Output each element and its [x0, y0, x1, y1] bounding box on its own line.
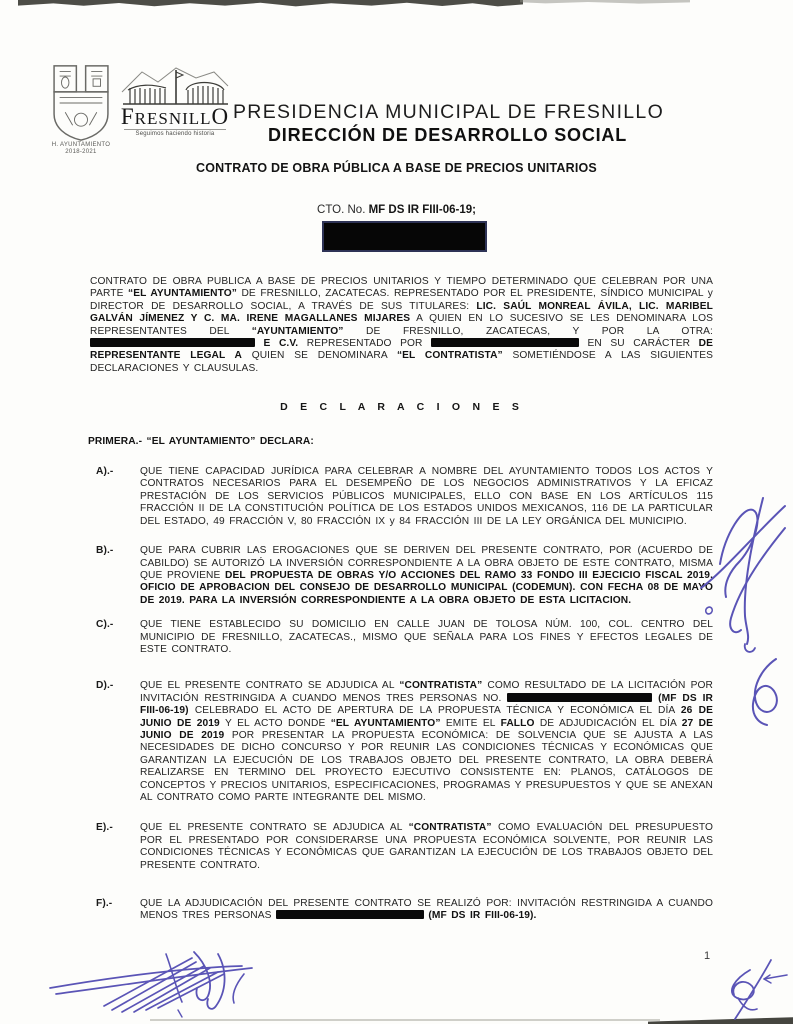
text-run: COMO EVALUACIÓN DEL PRESUPUESTO POR EL PRESENTADO POR CONSIDERARSE UNA PROPUESTA ECONÓMICA SOLVENTE, POR REUNIR LAS CONDICIONES TÉCNICAS Y ECONÓMICAS QUE GARANTIZAN LA EJECUCIÓN DE LOS TRABAJOS OBJETO DEL PRESENTE CONTRATO.	[140, 822, 714, 871]
header-title-presidencia: PRESIDENCIA MUNICIPAL DE FRESNILLO	[233, 101, 665, 123]
item-text	[140, 619, 713, 656]
text-run: QUE TIENE CAPACIDAD JURÍDICA PARA CELEBRAR A NOMBRE DEL AYUNTAMIENTO TODOS LOS ACTOS Y CONTRATOS NECESARIOS PARA EL DESEMPEÑO DE LOS NEGOCIOS ADMINISTRATIVOS Y LA EFICAZ PRESTACIÓN DE LOS SERVICIOS PÚBLICOS MUNICIPALES, ELLO CON BASE EN LOS ARTÍCULOS 115 FRACCIÓN II DE LA CONSTITUCIÓN POLÍTICA DE LOS ESTADOS UNIDOS MEXICANOS, 116 DE LA PARTICULAR DEL ESTADO, 49 FRACCIÓN V, 80 FRACCIÓN IX y 84 FRACCIÓN III DE LA LEY ORGÁNICA DEL MUNICIPIO.	[140, 466, 713, 527]
document-title: CONTRATO DE OBRA PÚBLICA A BASE DE PRECIOS UNITARIOS	[196, 161, 597, 175]
text-run: FALLO	[500, 717, 535, 729]
signature-bottom-right	[698, 952, 793, 1024]
text-run: DE FRESNILLO, ZACATECAS, Y POR LA OTRA:	[343, 325, 713, 337]
text-run: EN SU CARÁCTER	[578, 338, 699, 350]
seal-caption-line2: 2018-2021	[65, 149, 97, 155]
text-run: 27 DE JUNIO DE 2019	[140, 717, 714, 741]
text-run: COMO RESULTADO DE LA LICITACIÓN POR INVITACIÓN RESTRINGIDA A CUANDO MENOS TRES PERSONAS NO.	[140, 680, 713, 704]
text-run: QUE EL PRESENTE CONTRATO SE ADJUDICA AL	[140, 680, 400, 692]
item-label: D).-	[96, 680, 114, 692]
item-text	[140, 898, 713, 923]
item-text	[140, 545, 713, 607]
text-run: QUE TIENE ESTABLECIDO SU DOMICILIO EN CALLE JUAN DE TOLOSA NÚM. 100, COL. CENTRO DEL MUNICIPIO DE FRESNILLO, ZACATECAS., MISMO QUE SEÑALA PARA LOS FINES Y EFECTOS LEGALES DE ESTE CONTRATO.	[140, 619, 713, 655]
text-run: DE REPRESENTANTE LEGAL A	[90, 338, 713, 362]
redaction-bar	[276, 910, 424, 919]
declaration-item-c	[90, 619, 713, 656]
fresnillo-landmark-icon	[120, 66, 230, 108]
text-run: “AYUNTAMIENTO”	[251, 325, 344, 337]
text-run: SOMETIÉNDOSE A LAS SIGUIENTES DECLARACIONES Y CLAUSULAS.	[90, 350, 713, 374]
contract-number-line	[0, 204, 793, 216]
primera-declara-line: PRIMERA.- “EL AYUNTAMIENTO” DECLARA:	[88, 435, 314, 447]
scan-artifact-top	[18, 0, 523, 8]
text-run: CONTRATO DE OBRA PUBLICA A BASE DE PRECIOS UNITARIOS Y TIEMPO DETERMINADO QUE CELEBRAN POR UNA PARTE	[90, 276, 713, 300]
logo-tagline: Seguimos haciendo historia	[124, 129, 226, 137]
declaration-item-e	[90, 822, 713, 872]
text-run: “CONTRATISTA”	[399, 680, 483, 692]
text-run: (MF DS IR FIII-06-19).	[423, 910, 537, 922]
redaction-bar	[431, 338, 579, 347]
signature-right-margin-loop	[730, 655, 793, 727]
text-run: DE FRESNILLO, ZACATECAS. REPRESENTADO POR EL PRESIDENTE, SÍNDICO MUNICIPAL y DIRECTOR DE DESARROLLO SOCIAL, A TRAVÉS DE SUS TITULARES:	[90, 288, 714, 312]
redaction-box-contract-name	[322, 221, 487, 252]
item-text	[140, 466, 713, 528]
text-run: “EL CONTRATISTA”	[396, 350, 503, 362]
text-run: DE ADJUDICACIÓN EL DÍA	[534, 717, 682, 729]
declaration-item-d	[90, 680, 713, 804]
intro-paragraph	[90, 276, 713, 375]
text-run: “EL AYUNTAMIENTO”	[128, 288, 237, 300]
item-label: A).-	[96, 466, 114, 478]
scan-artifact-bottom-corner	[648, 1016, 793, 1024]
scan-artifact-bottom-line	[150, 1019, 660, 1021]
signature-bottom-left	[46, 944, 278, 1018]
fresnillo-logo	[116, 66, 234, 137]
declaration-item-a	[90, 466, 713, 528]
text-run: REPRESENTADO POR	[298, 338, 431, 350]
text-run: (MF DS IR FIII-06-19)	[140, 692, 713, 717]
item-label: C).-	[96, 619, 114, 631]
redaction-bar	[507, 693, 652, 702]
text-run: QUE EL PRESENTE CONTRATO SE ADJUDICA AL	[140, 822, 409, 834]
text-run: “CONTRATISTA”	[408, 822, 492, 834]
text-run: A QUIEN EN LO SUCESIVO SE LES DENOMINARA LOS REPRESENTANTES DEL	[90, 313, 713, 337]
item-label: E).-	[96, 822, 113, 834]
text-run: 26 DE JUNIO DE 2019	[140, 705, 713, 729]
text-run: POR PRESENTAR LA PROPUESTA ECONÓMICA: DE SOLVENCIA QUE SE AJUSTA A LAS NECESIDADES DE DICHO CONCURSO Y POR REUNIR LAS CONDICIONES TÉCNICAS Y ECONÓMICAS QUE GARANTIZAN LA EJECUCIÓN DE LOS TRABAJOS OBJETO DEL PRESENTE CONTRATO, LA OBRA DEBERÁ REALIZARSE EN TERMINO DEL PROYECTO EJECUTIVO CONSISTENTE EN: PLANOS, CATÁLOGOS DE CONCEPTOS Y PRECIOS UNITARIOS, ESPECIFICACIONES, PROGRAMAS Y PRESUPUESTOS Y QUE SE ANEXAN AL CONTRATO COMO PARTE INTEGRANTE DEL MISMO.	[140, 729, 713, 803]
item-text	[140, 680, 713, 804]
item-label: B).-	[96, 545, 114, 557]
declaraciones-heading: D E C L A R A C I O N E S	[280, 401, 523, 414]
header-title-direccion: DIRECCIÓN DE DESARROLLO SOCIAL	[268, 125, 628, 145]
text-run: E C.V.	[255, 338, 299, 350]
municipal-seal	[44, 64, 118, 156]
text-run: DEL PROPUESTA DE OBRAS Y/O ACCIONES DEL RAMO 33 FONDO III EJECICIO FISCAL 2019. OFICIO DE APROBACION DEL CONSEJO DE DESARROLLO MUNICIPAL (CODEMUN). CON FECHA 08 DE MAYO DE 2019. PARA LA INVERSIÓN CORRESPONDIENTE A LA OBRA OBJETO DE ESTA LICITACION.	[140, 569, 713, 606]
declaration-item-f	[90, 898, 713, 923]
item-label: F).-	[96, 898, 113, 910]
logo-wordmark: FRESNILLO	[120, 104, 230, 129]
redaction-bar	[90, 338, 255, 347]
seal-caption-line1: H. AYUNTAMIENTO	[51, 142, 111, 148]
contract-number-value: MF DS IR FIII-06-19;	[368, 204, 476, 216]
text-run: QUIEN SE DENOMINARA	[241, 350, 397, 362]
declaration-items	[90, 466, 713, 923]
text-run: QUE PARA CUBRIR LAS EROGACIONES QUE SE DERIVEN DEL PRESENTE CONTRATO, POR (ACUERDO DE CABILDO) SE AUTORIZÓ LA INVERSIÓN CORRESPONDIENTE A LA OBRA OBJETO DE ESTE CONTRATO, MISMA QUE PROVIENE	[140, 545, 713, 581]
item-text	[140, 822, 713, 872]
text-run: “EL AYUNTAMIENTO”	[330, 717, 441, 729]
coat-of-arms-icon	[46, 64, 116, 142]
text-run: QUE LA ADJUDICACIÓN DEL PRESENTE CONTRATO SE REALIZÓ POR: INVITACIÓN RESTRINGIDA A CUANDO MENOS TRES PERSONAS	[140, 898, 713, 922]
contract-number-label: CTO. No.	[317, 204, 369, 216]
declaration-item-b	[90, 545, 713, 607]
text-run: Y EL ACTO DONDE	[219, 717, 331, 729]
page-number: 1	[704, 950, 711, 962]
text-run: LIC. SAÚL MONREAL ÁVILA, LIC. MARIBEL GALVÁN JÍMENEZ Y C. MA. IRENE MAGALLANES MIJARES	[90, 300, 713, 325]
document-body	[90, 276, 713, 923]
text-run: CELEBRADO EL ACTO DE APERTURA DE LA PROPUESTA TÉCNICA Y ECONÓMICA EL DÍA	[188, 705, 681, 717]
text-run: EMITE EL	[440, 717, 501, 729]
scan-artifact-top-light	[520, 0, 690, 4]
